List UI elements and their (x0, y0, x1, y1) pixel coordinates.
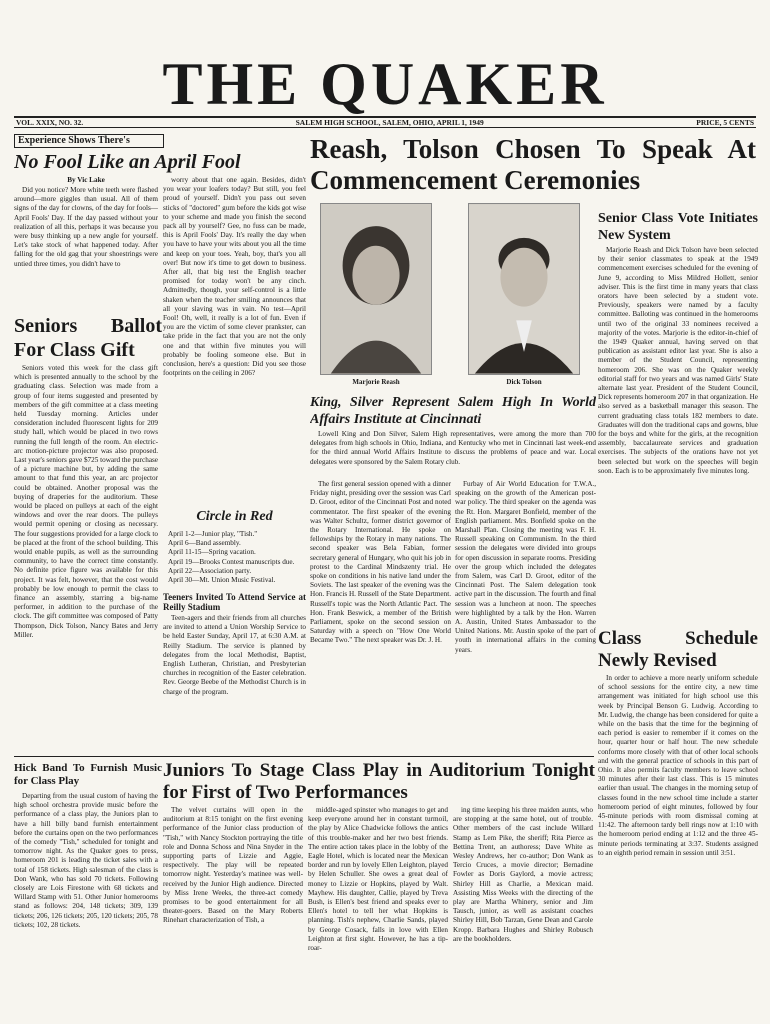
fool-byline: By Vic Lake (67, 176, 105, 184)
band-article: Departing from the usual custom of having the high school orchestra provide music before the performance of a class play, the Juniors plan to have a hill billy band furnish entertainment before the curtains open on the two performances of the comedy "Tish," scheduled for tonight and tomorrow night. As the Quaker goes to press, homeroom 201 is leading the ticket sales with a total of 158 tickets. High salesman of the class is Don Wank, who has sold 70 tickets. Following closely are Lois Firestone with 68 tickets and Willard Stamp with 51. Other Junior homerooms stand as follows: 204, 148 tickets; 309, 139 tickets; 206, 126 tickets; 205, 120 tickets; 205, 78 tickets; 102, 28 tickets. (14, 792, 158, 929)
juniors-column-1: The velvet curtains will open in the auditorium at 8:15 tonight on the first evening performance of the Junior class production of "Tish," with Nancy Stockton portraying the title role and Donna Schoss and Nina Snyder in the supporting parts of Lizzie and Aggie, respectively. The play will be repeated tomorrow night. Yesterday's matinee was well-received by the Junior High audience. Directed by Miss Irene Weeks, the three-act comedy promises to be good entertainment for all theater-goers. Based on the Mary Roberts Rinehart characterization of Tish, a (163, 806, 303, 925)
price: PRICE, 5 CENTS (696, 118, 754, 127)
king-headline: King, Silver Represent Salem High In World Affairs Institute at Cincinnati (310, 395, 596, 427)
juniors-column-2: middle-aged spinster who manages to get and keep everyone around her in constant turmoil, the play by Alice Chadwicke follows the antics of this trouble-maker and her two best friends. The entire action takes place in the lobby of the Eagle Hotel, which is located near the Mexican border and run by lovely Ellen Leighton, played by Helen Schuller. She owes a great deal of money to Lizzie or Hopkins, played by Walt. Mayhew. His daughter, Callie, played by Treva Bush, is Ellen's best friend and speaks ever to Ellen's hotel to tell her what Hopkins is planning. Tish's nephew, Charlie Sands, played by George Cosack, falls in love with Ellen Leighton at first sight. However, he has a tip-roar- (308, 806, 448, 953)
fool-column-2: worry about that one again. Besides, didn't you wear your loafers today? But still, you feel proud of yourself. Didn't you pass out seven sticks of "doctored" gum before the kids got wise to your scheme and made you finish the second pack all by yourself? Gee, no fuss can be made, this is April Fools' Day. It's really the day when you have to have your wits about you all the time and keep on your toes. Yeah, boy, that's you all over! But now it's time to get down to business. After all, that big test the English teacher promised for today won't be any cinch. Admittedly, though, your self-control is a little shaken when the teacher smiling announces that all your slaving was in vain. No test—April Fool! Oh, well, it really is a lot of fun. Even if you are the victim of some clever prankster, can take pride in the fact that you are not the only one and that within five minutes you will probably be fooling someone else. But in conclusion, here's a question: Did you see those footprints on the ceiling in 206? (163, 176, 306, 378)
king-column-1: The first general session opened with a dinner Friday night, presiding over the session was Carl D. Groot, editor of the Cincinnati Post and noted commentator. The first speaker of the evening was Walter Schultz, former district governor of the Rotary International. He spoke on fellowships by the Rotary in many nations. The second speaker was Bela Fabian, former secretary general of Hungary, who quit his job in protest to the Cardinal Mindszenty trial. He spoke on conditions in his native land under the Soviets. The last speaker of the evening was the Hon. Francis H. Russell of the State Department. Russell's topic was the North Atlantic Pact. The Hon. Frank Beswick, a member of the British Parliament, spoke on the second session on Saturday with a speech on "How One World Became Two." The next speaker was Dr. J. H. (310, 480, 451, 645)
photo-marjorie-reash (320, 203, 432, 375)
dateline-bar (14, 116, 756, 128)
volume-number: VOL. XXIX, NO. 32. (16, 118, 84, 127)
circle-item: April 6—Band assembly. (168, 539, 241, 548)
juniors-headline: Juniors To Stage Class Play in Auditorium Tonight for First of Two Performances (163, 760, 595, 803)
king-lede: Lowell King and Don Silver, Salem High representatives, were among the more than 700 delegates from high schools in Ohio, Indiana, and Kentucky who met in Cincinnati last week-end for the third annual World Affairs Institute to discuss the problems of peace and war. Local delegates were sponsored by the Salem Rotary club. (310, 430, 596, 466)
portrait-photo (321, 204, 431, 374)
circle-item: April 30—Mt. Union Music Festival. (168, 576, 276, 585)
teeners-headline: Teeners Invited To Attend Service at Reilly Stadium (163, 592, 306, 612)
circle-item: April 19—Brooks Contest manuscripts due. (168, 557, 295, 566)
senior-vote-headline: Senior Class Vote Initiates New System (598, 211, 758, 243)
seniors-headline: Seniors Ballot For Class Gift (14, 315, 162, 361)
section-divider (14, 756, 594, 757)
fool-column-1: Did you notice? More white teeth were flashed around—more giggles than usual. All of them signs of the day for clowns, of the day for fools—April Fools' Day. If the day passed without your realization of all this, perhaps it was because you were busy thinking up a new angle for yourself. Let's take stock of what happened today. After falling for the old gag that your shoestrings were untied three times, you didn't have to (14, 186, 158, 268)
circle-headline: Circle in Red (196, 509, 273, 524)
school-dateline: SALEM HIGH SCHOOL, SALEM, OHIO, APRIL 1, 1949 (295, 118, 484, 127)
seniors-article: Seniors voted this week for the class gift which is presented annually to the school by the graduating class. Selection was made from a group of four items suggested and presented by members of the gift committee at a class meeting held Tuesday morning. Articles under consideration included fluorescent lights for 209 study hall, which would be placed in two rows running the full length of the room. An electric-arc motion-picture projector was also proposed. Last year's seniors gave $725 toward the purchase of a picture machine but, by adding the same amount to that fund this year, an arc projector could be obtained. Another proposal was the buying of draperies for the auditorium. These would be placed on pulleys at each of the eight windows and over the rear doors. The pulleys would permit opening or closing as necessary. The four suggestions provided for a large clock to be placed at the front of the school building. This would enable pupils, as well as the surrounding community, to have the correct time constantly. No definite price figure was available for this project. It was felt, however, that the cost would probably be low enough to permit the class to finance an assembly, starring a big-name performer, in addition to the purchase of the clock. The gift committee was composed of Patty Thompson, Dick Tolson, Nancy Bates and Jerry Miller. (14, 364, 158, 639)
senior-vote-article: Marjorie Reash and Dick Tolson have been selected by their senior classmates to speak at the 1949 commencement exercises scheduled for the evening of June 9, according to Miss Mildred Hollett, senior adviser. This is the first time in many years that class orators have been selected by a student vote. Previously, speakers were named by a faculty committee. Balloting was continued in the homerooms until two of the original 33 nominees received a majority of the votes. Marjorie is the editor-in-chief of the 1949 Quaker annual, having served on that publication as assistant editor last year. She is also a member of the Student Council, representing homeroom 206. She was on the Quaker weekly editorial staff for two years and was named Girls' State alternate last year. President of the Student Council, Dick represents homeroom 207 in that organization. He also served as a basketball manager this season. The current graduating class totals 182 members to date. Graduates will don the traditional caps and gowns, blue for the boys and white for the girls, at the recognition assembly, baccalaureate services and graduation exercises. The subjects of the orations have not yet been selected but work on the speeches will begin soon. Each is to be approximately five minutes long. (598, 246, 758, 475)
band-headline: Hick Band To Furnish Music for Class Play (14, 762, 162, 787)
juniors-column-3: ing time keeping his three maiden aunts, who are stopping at the same hotel, out of trouble. Other members of the cast include Willard Stamp as Lem Pike, the sheriff; Rita Pierce as Bettina Trent, an authoress; Dave White as Wesley Andrews, her co-author; Don Wank as Tercio Cruces, a movie director; Bernadine Fowler as Doris Gaylord, a movie actress; Shirley Hill as Charlie, a Mexican maid. Assisting Miss Weeks with the directing of the play are Martha Whinery, senior and Jim Tausch, junior, as well as assistant coaches Shirley Hill, Bob Tarzan, Gene Dean and Carole Kropp. Barbara Hughes and Shirley Robusch are the bookholders. (453, 806, 593, 943)
kicker-box: Experience Shows There's (14, 134, 164, 148)
photo-dick-tolson (468, 203, 580, 375)
teeners-article: Teen-agers and their friends from all churches are invited to attend a Union Worship Service to be held Easter Sunday, April 17, at 6:30 A.M. at Reilly Stadium. The service is planned by delegates from the local Methodist, Baptist, English Lutheran, Christian, and Presbyterian churches in recognition of the Easter celebration. Rev. George Beebe of the Methodist Church is in charge of the program. (163, 614, 306, 696)
circle-item: April 1-2—Junior play, "Tish." (168, 530, 258, 538)
masthead-title: THE QUAKER (162, 51, 608, 117)
circle-item: April 22—Association party. (168, 566, 252, 575)
caption-tolson: Dick Tolson (506, 378, 542, 386)
king-column-2: Furbay of Air World Education for T.W.A., speaking on the growth of the American post-war policy. The third speaker on the agenda was the Rt. Hon. Margaret Bonfield, member of the English parliament. Mrs. Bonfield spoke on the Marshall Plan. Closing the meeting was F. H. Russell speaking on Communism. In the third session the delegates were divided into groups for open discussion in separate rooms. Presiding over the group which included the delegates from Salem, was Carl D. Groot, editor of the Cincinnati Post. The Salem delegation took active part in the discussion. The fourth and final session was a luncheon at noon. The speeches were highlighted by a talk by the Hon. Warren A. Austin, United States Ambassador to the United Nations. Mr. Austin spoke of the part of youth in international affairs in the coming years. (455, 480, 596, 654)
schedule-headline: Class Schedule Newly Revised (598, 628, 758, 671)
fool-headline: No Fool Like an April Fool (14, 151, 241, 173)
circle-list (168, 530, 306, 588)
caption-reash: Marjorie Reash (352, 378, 400, 386)
schedule-article: In order to achieve a more nearly uniform schedule of school sessions for the entire city, a new time arrangement was initiated for high school use this week by Principal Benson G. Ludwig. According to Mr. Ludwig, the change has been considered for quite a while on the basis that the time for the beginning of each period is easier to remember if it comes on the hour, quarter hour or half hour. The new schedule conforms more closely with that of other local schools and with the general practice of schools in this part of Ohio. It also permits faculty members to leave school 30 minutes after their last class. This is 15 minutes earlier than usual. The changes in the morning setup of classes found in the new school time include a starter homeroom period of eight minutes, followed by four 45-minute periods with room dismissal coming at 11:42. The afternoon tardy bell rings now at 1:10 with the homeroom period ending at 1:12 and the three 45-minute periods terminating at 3:37. Students assigned to an eighth period remain in session until 3:51. (598, 674, 758, 857)
portrait-photo (469, 204, 579, 374)
reash-headline: Reash, Tolson Chosen To Speak At Commencement Ceremonies (310, 134, 756, 195)
circle-item: April 11-15—Spring vacation. (168, 548, 256, 557)
